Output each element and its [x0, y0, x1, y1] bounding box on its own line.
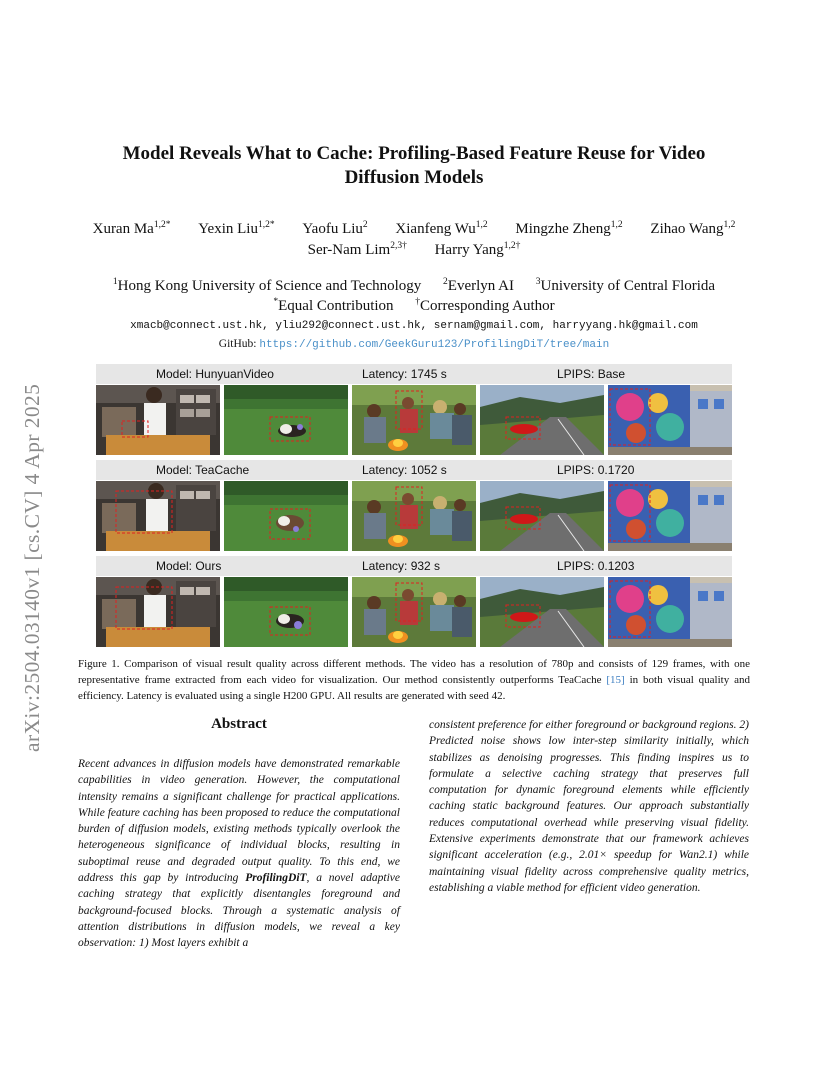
affiliation: $^3$University of Central Florida [535, 277, 716, 294]
model-label: Model: HunyuanVideo [156, 367, 274, 381]
citation-link[interactable]: [15] [606, 674, 625, 686]
paper-title-line-2: Diffusion Models [344, 167, 484, 188]
author-note: †Corresponding Author [415, 297, 555, 314]
video-frame-kitchen [96, 481, 220, 551]
video-frame-mural [608, 385, 732, 455]
method-name: ProfilingDiT [245, 872, 307, 885]
video-frame-dog [224, 481, 348, 551]
abstract-heading: Abstract [211, 716, 267, 732]
video-frame-mural [608, 577, 732, 647]
video-frame-road [480, 577, 604, 647]
lpips-label: LPIPS: Base [557, 367, 626, 381]
authors-row-2 [60, 240, 768, 260]
author-note: *Equal Contribution [273, 297, 394, 314]
video-frame-campfire [352, 481, 476, 551]
video-frame-campfire [352, 385, 476, 455]
video-frame-kitchen [96, 577, 220, 647]
video-frame-kitchen [96, 385, 220, 455]
lpips-label: LPIPS: 0.1203 [557, 559, 635, 573]
author: Mingzhe Zheng$^{1,2}$ [515, 220, 623, 237]
abstract-text-right: consistent preference for either foreground or background regions. 2) Predicted noise shows low inter-step similarity initially, which stabilizes as denoising progresses. This finding inspires us to formulate a selective caching strategy that preserves full computation for dynamic foreground elements while efficiently caching static background features. Our approach substantially reduces computational overhead while preserving visual fidelity. Extensive experiments demonstrate that our framework achieves significant acceleration (e.g., 2.01× speedup for Wan2.1) while maintaining visual fidelity across comprehensive quality metrics, establishing a viable method for efficient video generation. [429, 719, 749, 894]
caption-text: in both visual quality and efficiency. Latency is evaluated using a single H200 GPU. All results are generated with seed 42. [78, 674, 750, 702]
author: Yexin Liu$^{1,2*}$ [198, 220, 275, 237]
arxiv-identifier: arXiv:2504.03140v1 [cs.CV] 4 Apr 2025 [20, 383, 44, 752]
video-frame-road [480, 385, 604, 455]
video-frame-dog [224, 577, 348, 647]
caption-text: Figure 1. Comparison of visual result quality across different methods. The video has a resolution of 780p and consists of 129 frames, with one representative frame extracted from each video for visualization. Our method consistently outperforms TeaCache [78, 658, 750, 686]
github-line [60, 336, 768, 353]
latency-label: Latency: 1745 s [362, 367, 447, 381]
author: Yaofu Liu$^2$ [302, 220, 368, 237]
video-frame-mural [608, 481, 732, 551]
github-label: GitHub: [218, 338, 257, 350]
affiliation: $^2$Everlyn AI [443, 277, 515, 294]
latency-label: Latency: 1052 s [362, 463, 447, 477]
author: Harry Yang$^{1,2\dagger}$ [434, 241, 521, 258]
paper-title-line-1: Model Reveals What to Cache: Profiling-Based Feature Reuse for Video [122, 143, 706, 164]
figure-1 [96, 364, 732, 645]
author: Ser-Nam Lim$^{2,3\dagger}$ [307, 241, 407, 258]
figure-row-header [96, 556, 732, 576]
author: Xianfeng Wu$^{1,2}$ [395, 220, 488, 237]
github-link[interactable]: https://github.com/GeekGuru123/ProfilingDiT/tree/main [259, 339, 610, 351]
author-emails: xmacb@connect.ust.hk, yliu292@connect.ust.hk, sernam@gmail.com, harryyang.hk@gmail.com [130, 320, 698, 332]
author: Zihao Wang$^{1,2}$ [650, 220, 736, 237]
author: Xuran $Ma^{1,2*}$ [92, 220, 171, 237]
latency-label: Latency: 932 s [362, 559, 441, 573]
figure-row-header [96, 364, 732, 384]
lpips-label: LPIPS: 0.1720 [557, 463, 635, 477]
affiliation: $^1$Hong Kong University of Science and Technology [112, 277, 422, 294]
figure-row-header [96, 460, 732, 480]
affiliations [60, 276, 768, 296]
video-frame-road [480, 481, 604, 551]
model-label: Model: TeaCache [156, 463, 250, 477]
authors-row-1 [60, 219, 768, 239]
model-label: Model: Ours [156, 559, 222, 573]
author-notes [60, 296, 768, 316]
abstract-text-left: Recent advances in diffusion models have demonstrated remarkable capabilities in video generation. However, the computational intensity remains a significant challenge for practical applications. While feature caching has been proposed to reduce the computational burden of diffusion models, existing methods typically overlook the heterogeneous significance of individual blocks, resulting in suboptimal reuse and degraded output quality. To this end, we address this gap by introducing ProfilingDiT, a novel adaptive caching strategy that explicitly disentangles foreground and background-focused blocks. Through a systematic analysis of attention distributions in diffusion models, we reveal a key observation: 1) Most layers exhibit a [78, 758, 401, 950]
figure-caption [78, 656, 750, 704]
video-frame-dog [224, 385, 348, 455]
video-frame-campfire [352, 577, 476, 647]
